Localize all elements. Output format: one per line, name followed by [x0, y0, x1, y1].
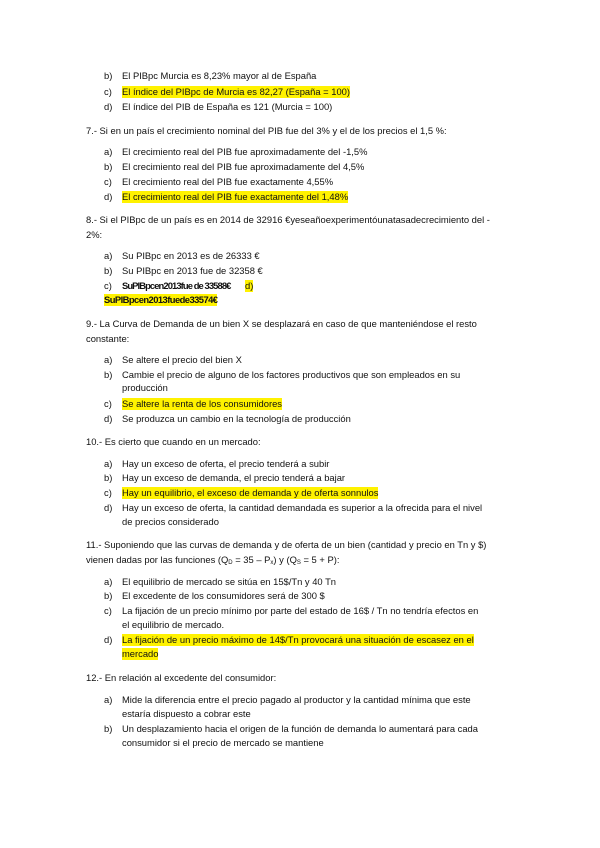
- q10-option-d-text-line2: de precios considerado: [122, 516, 219, 527]
- q11-option-b-marker: b): [104, 590, 113, 601]
- q10-option-a-text: Hay un exceso de oferta, el precio tenderá a subir: [122, 458, 330, 469]
- q9-option-d-text: Se produzca un cambio en la tecnología de producción: [122, 413, 351, 424]
- q11-option-c-text-line1: La fijación de un precio mínimo por parte del estado de 16$ / Tn no tendría efectos en: [122, 605, 479, 616]
- q8-option-b-text: Su PIBpc en 2013 fue de 32358 €: [122, 265, 263, 276]
- q6-option-d-marker: d): [104, 101, 113, 112]
- q12-question: 12.- En relación al excedente del consumidor:: [86, 672, 277, 683]
- q9-option-c-text-highlighted: Se altere la renta de los consumidores: [122, 398, 282, 409]
- q9-option-d-marker: d): [104, 413, 113, 424]
- q8-option-a-text: Su PIBpc en 2013 es de 26333 €: [122, 250, 260, 261]
- q7-question: 7.- Si en un país el crecimiento nominal del PIB fue del 3% y el de los precios el 1,5 %:: [86, 125, 447, 136]
- q11-option-b-text: El excedente de los consumidores será de 300 $: [122, 590, 325, 601]
- q10-option-c-marker: c): [104, 487, 112, 498]
- q8-option-d-marker-highlighted: d): [245, 280, 254, 291]
- q7-option-a-marker: a): [104, 146, 113, 157]
- q10-option-a-marker: a): [104, 458, 113, 469]
- q10-option-d-text-line1: Hay un exceso de oferta, la cantidad demandada es superior a la ofrecida para el nivel: [122, 502, 483, 513]
- q8-option-d-text-highlighted: SuPIBpcen2013fuede33574€: [104, 294, 218, 305]
- q9-option-b-marker: b): [104, 369, 113, 380]
- q6-option-c-text-highlighted: El índice del PIBpc de Murcia es 82,27 (España = 100): [122, 86, 350, 97]
- q8-question-line2: 2%:: [86, 229, 103, 240]
- q11-option-a-marker: a): [104, 576, 113, 587]
- q11-option-a-text: El equilibrio de mercado se sitúa en 15$/Tn y 40 Tn: [122, 576, 337, 587]
- q12-option-b-text-line1: Un desplazamiento hacia el origen de la función de demanda lo aumentará para cada: [122, 723, 478, 734]
- q8-option-b-marker: b): [104, 265, 113, 276]
- q9-option-b-text-line2: producción: [122, 382, 168, 393]
- q8-question-line1: 8.- Si el PIBpc de un país es en 2014 de 32916 €yeseañoexperimentóunatasadecrecimiento del -: [86, 214, 490, 225]
- q11-option-c-marker: c): [104, 605, 112, 616]
- q9-question-line2: constante:: [86, 333, 130, 344]
- q12-option-a-marker: a): [104, 694, 113, 705]
- q8-option-c-marker: c): [104, 280, 112, 291]
- q11-question-line1: 11.- Suponiendo que las curvas de demanda y de oferta de un bien (cantidad y precio en Tn y $): [86, 539, 487, 550]
- q12-option-a-text-line2: estaría dispuesto a cobrar este: [122, 708, 251, 719]
- q9-question-line1: 9.- La Curva de Demanda de un bien X se desplazará en caso de que manteniéndose el resto: [86, 318, 477, 329]
- q8-option-c-text: SuPIBpcen2013fue de 33588€: [122, 280, 231, 291]
- q9-option-b-text-line1: Cambie el precio de alguno de los factores productivos que son empleados en su: [122, 369, 461, 380]
- q7-option-c-marker: c): [104, 176, 112, 187]
- q7-option-d-marker: d): [104, 191, 113, 202]
- q6-option-d-text: El índice del PIB de España es 121 (Murcia = 100): [122, 101, 333, 112]
- q7-option-c-text: El crecimiento real del PIB fue exactamente 4,55%: [122, 176, 334, 187]
- q7-option-a-text: El crecimiento real del PIB fue aproximadamente del -1,5%: [122, 146, 368, 157]
- q12-option-a-text-line1: Mide la diferencia entre el precio pagado al productor y la cantidad mínima que este: [122, 694, 471, 705]
- q10-option-b-marker: b): [104, 472, 113, 483]
- q11-option-d-marker: d): [104, 634, 113, 645]
- q9-option-a-text: Se altere el precio del bien X: [122, 354, 242, 365]
- q11-option-d-text-line1-highlighted: La fijación de un precio máximo de 14$/Tn provocará una situación de escasez en el: [122, 634, 474, 645]
- q7-option-b-text: El crecimiento real del PIB fue aproximadamente del 4,5%: [122, 161, 365, 172]
- q12-option-b-text-line2: consumidor si el precio de mercado se mantiene: [122, 737, 324, 748]
- q10-question: 10.- Es cierto que cuando en un mercado:: [86, 436, 261, 447]
- q10-option-b-text: Hay un exceso de demanda, el precio tenderá a bajar: [122, 472, 346, 483]
- q9-option-a-marker: a): [104, 354, 113, 365]
- q8-option-a-marker: a): [104, 250, 113, 261]
- q6-option-c-marker: c): [104, 86, 112, 97]
- q11-option-c-text-line2: el equilibrio de mercado.: [122, 619, 225, 630]
- q11-question-line2: vienen dadas por las funciones $(Q_D = 35 - P_x)$ y $(Q_S = 5 + P)$:: [86, 554, 340, 566]
- q6-option-b-marker: b): [104, 70, 113, 81]
- q7-option-b-marker: b): [104, 161, 113, 172]
- q6-option-b-text: El PIBpc Murcia es 8,23% mayor al de España: [122, 70, 317, 81]
- q10-option-d-marker: d): [104, 502, 113, 513]
- q7-option-d-text-highlighted: El crecimiento real del PIB fue exactamente del 1,48%: [122, 191, 349, 202]
- q9-option-c-marker: c): [104, 398, 112, 409]
- q11-option-d-text-line2-highlighted: mercado: [122, 648, 159, 659]
- q10-option-c-text-highlighted: Hay un equilibrio, el exceso de demanda y de oferta sonnulos: [122, 487, 379, 498]
- q12-option-b-marker: b): [104, 723, 113, 734]
